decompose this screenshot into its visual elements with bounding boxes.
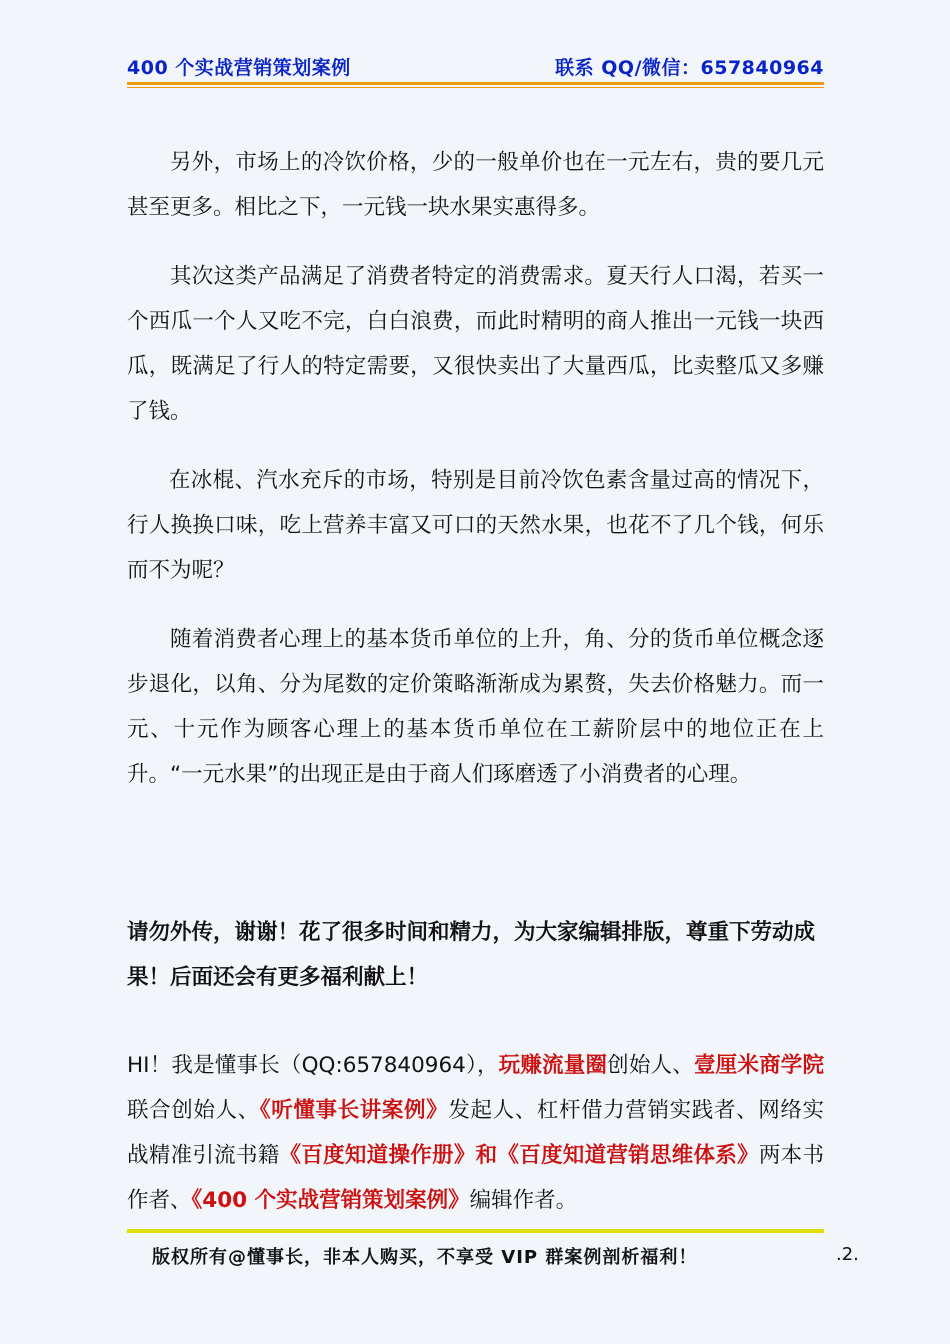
- header-rule: [127, 82, 824, 85]
- intro-text: HI！我是懂事长（QQ:657840964），: [127, 1053, 499, 1078]
- page-number: .2.: [836, 1244, 859, 1265]
- footer-rule: [127, 1229, 824, 1233]
- paragraph: 另外，市场上的冷饮价格，少的一般单价也在一元左右，贵的要几元甚至更多。相比之下，一元钱一块水果实惠得多。: [127, 150, 824, 220]
- header-rule-thin: [127, 87, 824, 88]
- intro-text: 联合创始人、: [127, 1098, 260, 1123]
- intro-highlight: 《听懂事长讲案例》: [259, 1098, 449, 1123]
- footer-copyright: 版权所有@懂事长，非本人购买，不享受 VIP 群案例剖析福利！: [152, 1247, 698, 1268]
- intro-text: 创始人、: [607, 1053, 694, 1078]
- author-intro: [127, 1043, 824, 1223]
- intro-text: 两本书作者、: [127, 1143, 824, 1213]
- intro-highlight: 壹厘米商学院: [693, 1053, 824, 1078]
- page-header: [127, 52, 824, 80]
- paragraph: 其次这类产品满足了消费者特定的消费需求。夏天行人口渴，若买一个西瓜一个人又吃不完，白白浪费，而此时精明的商人推出一元钱一块西瓜，既满足了行人的特定需要，又很快卖出了大量西瓜，比卖整瓜又多赚了钱。: [127, 264, 824, 424]
- intro-text: 编辑作者。: [469, 1188, 578, 1213]
- notice-text: 请勿外传，谢谢！花了很多时间和精力，为大家编辑排版，尊重下劳动成果！后面还会有更多福利献上！: [127, 920, 816, 990]
- paragraph: 随着消费者心理上的基本货币单位的上升，角、分的货币单位概念逐步退化，以角、分为尾数的定价策略渐渐成为累赘，失去价格魅力。而一元、十元作为顾客心理上的基本货币单位在工薪阶层中的地位正在上升。“一元水果”的出现正是由于商人们琢磨透了小消费者的心理。: [127, 627, 824, 787]
- paragraph: 在冰棍、汽水充斥的市场，特别是目前冷饮色素含量过高的情况下，行人换换口味，吃上营养丰富又可口的天然水果，也花不了几个钱，何乐而不为呢？: [127, 468, 824, 583]
- header-title: 400 个实战营销策划案例: [127, 56, 351, 79]
- intro-highlight: 《百度知道操作册》和《百度知道营销思维体系》: [279, 1143, 759, 1168]
- intro-highlight: 玩赚流量圈: [498, 1053, 608, 1078]
- intro-text: 发起人、杠杆借力营销实践者、网络实战精准引流书籍: [127, 1098, 824, 1168]
- body-text: [127, 140, 824, 821]
- header-contact: 联系 QQ/微信：657840964: [555, 56, 824, 79]
- intro-highlight: 《400 个实战营销策划案例》: [191, 1188, 470, 1213]
